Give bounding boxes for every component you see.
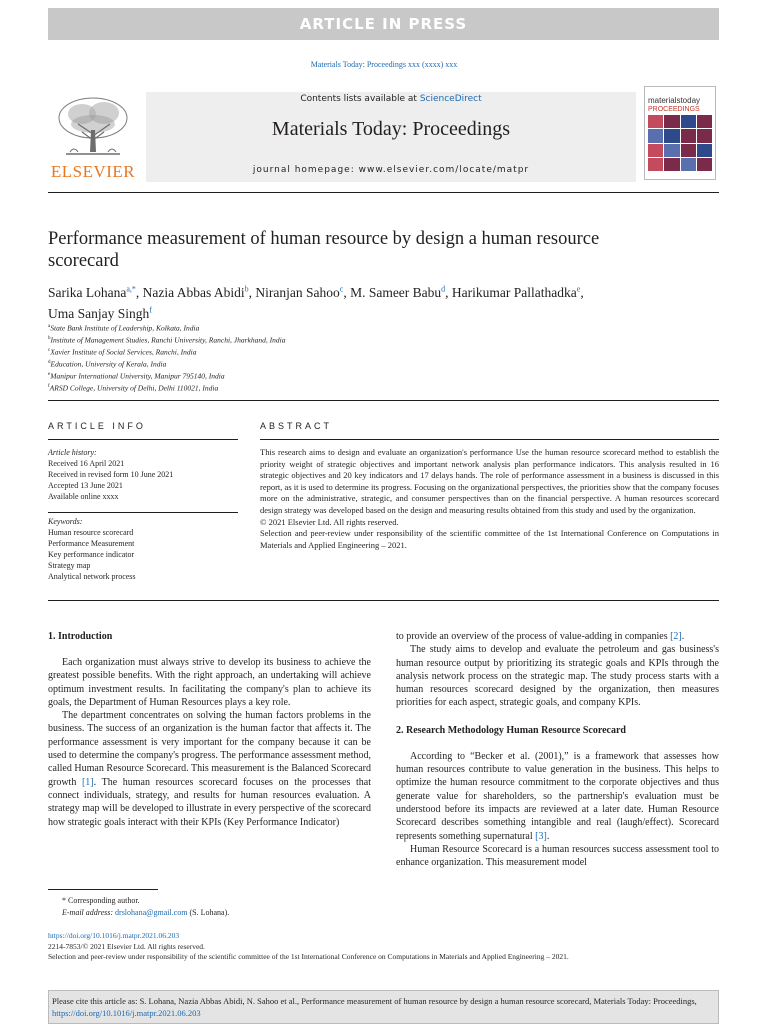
paragraph-text: The department concentrates on solving the human factors problems in the business. The success of an organization is the human factor that affects it. The performance assessment is very important for the company because it can be used to determine the company's progress. The performance assessment method, called Human Resource Scorecard. This measurement is the Balanced Scorecard growth — [48, 710, 371, 788]
keyword-item: Performance Measurement — [48, 539, 135, 548]
citation-1-link[interactable]: [1] — [81, 776, 94, 788]
cover-title-sub: PROCEEDINGS — [648, 106, 700, 113]
author-list — [48, 280, 708, 323]
affiliation-text: State Bank Institute of Leadership, Kolkata, India — [50, 323, 200, 333]
contents-prefix: Contents lists available at — [300, 94, 420, 104]
affiliation-mark: a — [48, 324, 51, 329]
elsevier-tree-icon — [52, 94, 134, 158]
journal-title: Materials Today: Proceedings — [271, 118, 511, 140]
author-name: Uma Sanjay Singh — [48, 306, 150, 321]
article-info-label: ARTICLE INFO — [48, 421, 146, 431]
body-right-column — [396, 630, 719, 869]
affiliation-mark: f — [48, 384, 50, 389]
affiliation-text: Xavier Institute of Social Services, Ranchi, India — [50, 347, 197, 357]
authors — [48, 285, 584, 322]
author-name: Harikumar Pallathadka — [451, 284, 577, 300]
author-email-link[interactable]: drslohana@gmail.com — [115, 908, 188, 917]
paragraph-text: . The human resources scorecard focuses on the processes that connect individuals, strategy, and results for human resources evaluation. A strategy map will be developed to illustrate in every perspective of the scorecard how strategic goals interact with their KPIs (Key Performance Indicator) — [48, 776, 371, 828]
section-1-paragraph-3 — [396, 630, 719, 643]
history-heading: Article history: — [48, 448, 97, 457]
paragraph-text: to provide an overview of the process of value-adding in companies — [396, 631, 671, 642]
abstract-bottom-rule — [48, 600, 719, 601]
issn-copyright: 2214-7853/© 2021 Elsevier Ltd. All rights reserved. — [48, 941, 205, 951]
affiliation-item — [48, 382, 708, 394]
doi-link[interactable]: https://doi.org/10.1016/j.matpr.2021.06.203 — [48, 931, 180, 940]
corresponding-author-note: * Corresponding author. — [62, 896, 140, 905]
keyword-item: Strategy map — [48, 561, 91, 570]
info-divider — [48, 400, 719, 401]
section-1-heading: 1. Introduction — [48, 631, 113, 642]
affiliation-mark: d — [48, 360, 51, 365]
abstract-copyright: © 2021 Elsevier Ltd. All rights reserved. — [260, 516, 399, 527]
affiliations — [48, 322, 708, 394]
affiliation-mark: e — [48, 372, 51, 377]
author-affiliation-mark[interactable]: b — [244, 284, 249, 293]
email-suffix: (S. Lohana). — [187, 908, 230, 917]
article-history — [48, 447, 238, 502]
cite-this-article-box — [48, 990, 719, 1024]
keyword-item: Analytical network process — [48, 572, 136, 581]
author-separator: , — [445, 284, 452, 300]
author-separator: , — [248, 284, 256, 300]
history-item: Received 16 April 2021 — [48, 459, 125, 468]
paragraph-text: . — [546, 830, 550, 842]
abstract-block — [260, 447, 719, 551]
history-list — [48, 458, 238, 502]
history-item: Received in revised form 10 June 2021 — [48, 470, 174, 479]
affiliation-text: ARSD College, University of Delhi, Delhi 110021, India — [49, 383, 219, 393]
keyword-item: Human resource scorecard — [48, 528, 134, 537]
body-left-column — [48, 630, 371, 829]
section-2-paragraph-1 — [396, 750, 719, 843]
keywords-block — [48, 516, 238, 582]
footnote-rule — [48, 889, 158, 890]
abstract-label: ABSTRACT — [260, 421, 333, 431]
affiliation-text: Manipur International University, Manipur 795140, India — [50, 371, 225, 381]
journal-homepage[interactable]: journal homepage: www.elsevier.com/locate/matpr — [252, 165, 530, 175]
author-affiliation-mark[interactable]: c — [339, 284, 344, 293]
author-affiliation-mark[interactable]: f — [149, 305, 152, 315]
keywords-list — [48, 527, 238, 582]
author-name: Nazia Abbas Abidi — [142, 284, 245, 300]
cover-title — [648, 97, 700, 114]
affiliation-text: Education, University of Kerala, India — [50, 359, 167, 369]
email-label: E-mail address: — [62, 908, 116, 917]
journal-cover-image[interactable] — [644, 86, 716, 180]
author-separator: , — [135, 284, 143, 300]
author-affiliation-mark[interactable]: a,* — [126, 284, 136, 293]
author-separator: , — [343, 284, 351, 300]
masthead-divider — [48, 192, 719, 193]
affiliation-text: Institute of Management Studies, Ranchi University, Ranchi, Jharkhand, India — [50, 335, 286, 345]
affiliation-item — [48, 322, 708, 334]
cover-title-main: materialstoday — [648, 96, 701, 105]
paragraph-text: According to “Becker et al. (2001),” is a framework that assesses how human resources contribute to value generation in the business. This helps to optimize the human resource commitment to the corporate objectives and thus generate value for shareholders, so the partnership's evaluation must be understood before its impacts are reviewed at a later date. Human Resource Scorecard describes something intangible and real (laugh/effect). Scorecard represents something supernatural — [396, 750, 719, 842]
paper-title: Performance measurement of human resource by design a human resource scorecard — [48, 229, 600, 271]
keyword-item: Key performance indicator — [48, 550, 135, 559]
section-1-paragraph-2 — [48, 709, 371, 829]
sciencedirect-link[interactable]: ScienceDirect — [419, 94, 482, 104]
section-1-paragraph-4: The study aims to develop and evaluate the petroleum and gas business's human resource output by prioritizing its strategic goals and KPIs through the analysis network process on the strategic map. The study process starts with a human resources scorecard designed by the organization, then measures priorities for each aspect, strategic goals, and company KPIs. — [396, 644, 719, 709]
author-affiliation-mark[interactable]: d — [441, 284, 446, 293]
author-separator: , — [580, 284, 584, 300]
affiliation-item — [48, 370, 708, 382]
cover-artwork — [648, 115, 712, 171]
section-2-heading: 2. Research Methodology Human Resource Scorecard — [396, 724, 626, 736]
journal-reference-link[interactable]: Materials Today: Proceedings xxx (xxxx) xxx — [310, 60, 458, 69]
author-name: Sarika Lohana — [48, 284, 127, 300]
author-affiliation-mark[interactable]: e — [576, 284, 581, 293]
affiliation-mark: b — [48, 336, 51, 341]
article-info-rule — [48, 439, 238, 440]
footnote — [48, 895, 448, 919]
email-line — [48, 907, 448, 919]
abstract-text: This research aims to design and evaluate an organization's performance Use the human resource scorecard method to establish the priority weight of strategic objectives and important network analysis plan performance indicators. This analysis resulted in 16 strategic objectives and 20 key indicators and 17 delays hands. The role of performance assessment in a business is discussed in this report, as it is used to determine its progress. Focusing on the organizational perspectives, the priorities show that the company focuses more on the administrative, strategic, and consumer perspectives than on the financial perspective. A human resources scorecard design strategy was developed based on the design and measuring results obtained from this study and used by the organization. — [260, 447, 719, 515]
cite-doi-link[interactable]: https://doi.org/10.1016/j.matpr.2021.06.203 — [52, 1008, 201, 1018]
bottom-metadata — [48, 931, 728, 963]
affiliation-item — [48, 346, 708, 358]
bottom-peer-review: Selection and peer-review under responsibility of the scientific committee of the 1st International Conference on Computations in Materials and Applied Engineering – 2021. — [48, 952, 569, 961]
author-name: M. Sameer Babu — [350, 284, 442, 300]
publisher-name: ELSEVIER — [50, 162, 136, 181]
author-name: Niranjan Sahoo — [255, 284, 340, 300]
journal-header-band — [146, 92, 636, 182]
section-1-paragraph-1: Each organization must always strive to develop its business to achieve the greatest possible benefits. With the right approach, an undertaking will achieve optimum investment results. In facilitating the company's plan to achieve its goals, the Department of Human Resources plays a key role. — [48, 657, 371, 708]
article-in-press-banner: ARTICLE IN PRESS — [48, 8, 719, 40]
abstract-rule — [260, 439, 719, 440]
masthead — [48, 92, 719, 182]
citation-3-link[interactable]: [3] — [535, 830, 547, 842]
elsevier-logo[interactable] — [48, 92, 138, 182]
affiliation-item — [48, 358, 708, 370]
keywords-heading: Keywords: — [48, 517, 83, 526]
paragraph-text: . — [681, 631, 685, 642]
abstract-peer-review: Selection and peer-review under responsibility of the scientific committee of the 1st International Conference on Computations in Materials and Applied Engineering – 2021. — [260, 528, 719, 550]
affiliation-item — [48, 334, 708, 346]
citation-2-link[interactable]: [2] — [670, 631, 682, 642]
affiliation-mark: c — [48, 348, 51, 353]
section-2-paragraph-2: Human Resource Scorecard is a human resources success assessment tool to enhance organization. This measurement model — [396, 843, 719, 869]
history-item: Available online xxxx — [48, 492, 119, 501]
cite-text: Please cite this article as: S. Lohana, Nazia Abbas Abidi, N. Sahoo et al., Performance measurement of human resource by design a human resource scorecard, Materials Today: Proceedings, — [52, 996, 697, 1006]
history-keywords-rule — [48, 512, 238, 513]
contents-line — [146, 94, 636, 104]
history-item: Accepted 13 June 2021 — [48, 481, 123, 490]
